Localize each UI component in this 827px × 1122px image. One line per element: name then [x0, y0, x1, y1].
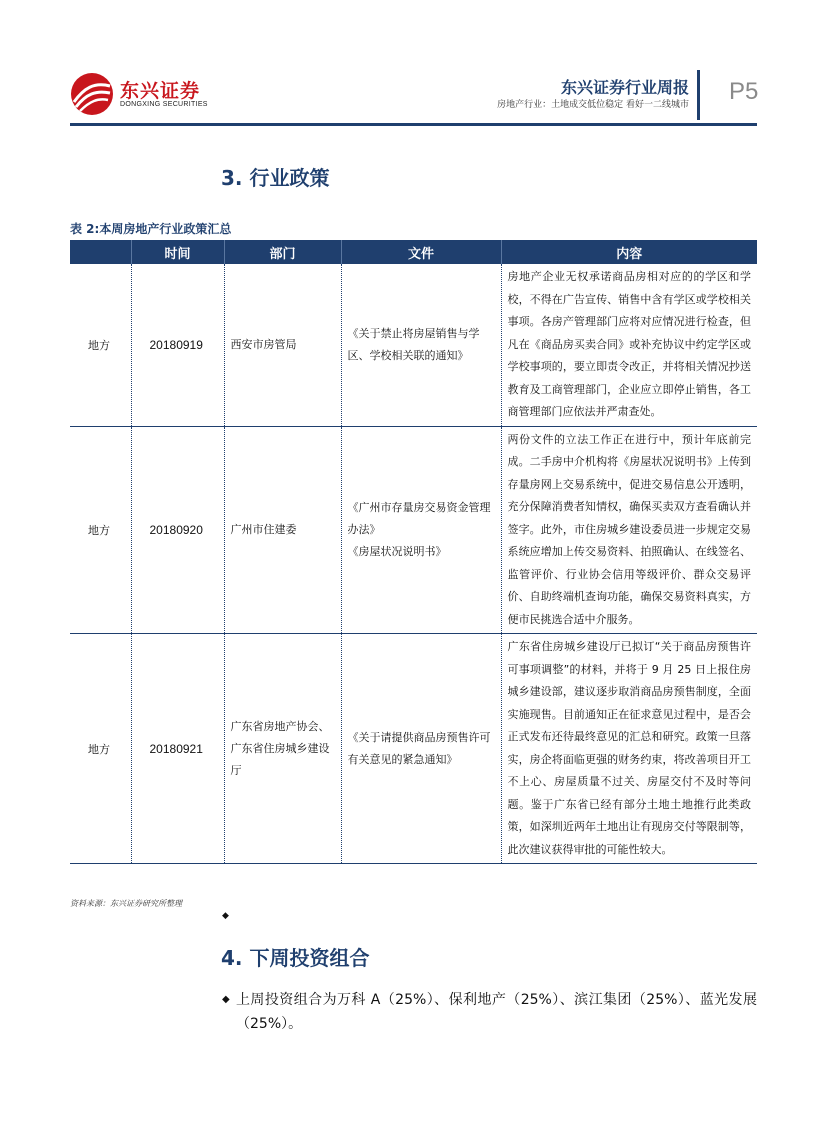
header-rule	[70, 123, 757, 126]
column-header-time: 时间	[131, 240, 224, 264]
document-title: 《广州市存量房交易资金管理办法》	[347, 500, 491, 536]
cell-content: 两份文件的立法工作正在进行中，预计年底前完成。二手房中介机构将《房屋状况说明书》上传到存量房网上交易系统中，促进交易信息公开透明，充分保障消费者知情权，确保买卖双方查看确认并签字。此外，市住房城乡建设委员进一步规定交易系统应增加上传交易资料、拍照确认、在线签名、监管评价、行业协会信用等级评价、群众交易评价、自助终端机查询功能，确保交易资料真实，方便市民挑选合适中介服务。	[501, 426, 757, 634]
table-row	[70, 264, 757, 426]
logo-chinese-name: 东兴证券	[120, 80, 201, 102]
column-header-department: 部门	[224, 240, 341, 264]
table-header-row	[70, 240, 757, 264]
cell-department: 广东省房地产协会、广东省住房城乡建设厅	[224, 634, 341, 864]
column-header-document: 文件	[341, 240, 501, 264]
bullet-diamond-icon: ◆	[222, 994, 230, 1005]
report-subtitle: 房地产行业：土地成交低位稳定 看好一二线城市	[497, 100, 689, 110]
header-divider	[697, 70, 700, 120]
cell-document	[341, 264, 501, 426]
column-header-region	[70, 240, 131, 264]
portfolio-paragraph	[222, 988, 757, 1036]
bullet-diamond-icon: ◆	[222, 911, 229, 921]
cell-document	[341, 634, 501, 864]
cell-content: 广东省住房城乡建设厅已拟订“关于商品房预售许可事项调整”的材料，并将于 9 月 25 日上报住房城乡建设部，建议逐步取消商品房预售制度，全面实施现售。目前通知正在征求意见过程中，是否会正式发布还待最终意见的汇总和研究。政策一旦落实，房企将面临更强的财务约束，将改善项目开工不上心、房屋质量不过关、房屋交付不及时等问题。鉴于广东省已经有部分土地土地推行此类政策，如深圳近两年土地出让有现房交付等限制等，此次建议获得审批的可能性较大。	[501, 634, 757, 864]
portfolio-text: 上周投资组合为万科 A（25%）、保利地产（25%）、滨江集团（25%）、蓝光发展（25%）。	[236, 992, 757, 1032]
cell-date: 20180921	[131, 634, 224, 864]
logo-english-name: DONGXING SECURITIES	[120, 101, 208, 108]
policy-table	[70, 240, 757, 864]
table-row	[70, 634, 757, 864]
report-title: 东兴证券行业周报	[560, 78, 689, 97]
dongxing-logo-icon	[70, 72, 114, 116]
section-heading-portfolio: 4. 下周投资组合	[221, 946, 370, 970]
cell-region: 地方	[70, 426, 131, 634]
cell-date: 20180920	[131, 426, 224, 634]
column-header-content: 内容	[501, 240, 757, 264]
cell-content: 房地产企业无权承诺商品房相对应的的学区和学校，不得在广告宣传、销售中含有学区或学校相关事项。各房产管理部门应将对应情况进行检查，但凡在《商品房买卖合同》或补充协议中约定学区或学校事项的，要立即责令改正，并将相关情况抄送教育及工商管理部门，企业应立即停止销售，各工商管理部门应依法并严肃查处。	[501, 264, 757, 426]
cell-region: 地方	[70, 264, 131, 426]
document-title: 《房屋状况说明书》	[347, 544, 447, 558]
cell-department: 西安市房管局	[224, 264, 341, 426]
document-title: 《关于请提供商品房预售许可有关意见的紧急通知》	[347, 730, 491, 766]
source-note: 资料来源：东兴证券研究所整理	[70, 899, 182, 908]
table-row	[70, 426, 757, 634]
cell-region: 地方	[70, 634, 131, 864]
table-caption: 表 2:本周房地产行业政策汇总	[70, 222, 232, 236]
cell-department: 广州市住建委	[224, 426, 341, 634]
company-logo	[70, 72, 230, 116]
cell-date: 20180919	[131, 264, 224, 426]
cell-document	[341, 426, 501, 634]
section-heading-policy: 3. 行业政策	[221, 166, 330, 190]
page-number: P5	[729, 78, 759, 105]
document-title: 《关于禁止将房屋销售与学区、学校相关联的通知》	[347, 326, 480, 362]
